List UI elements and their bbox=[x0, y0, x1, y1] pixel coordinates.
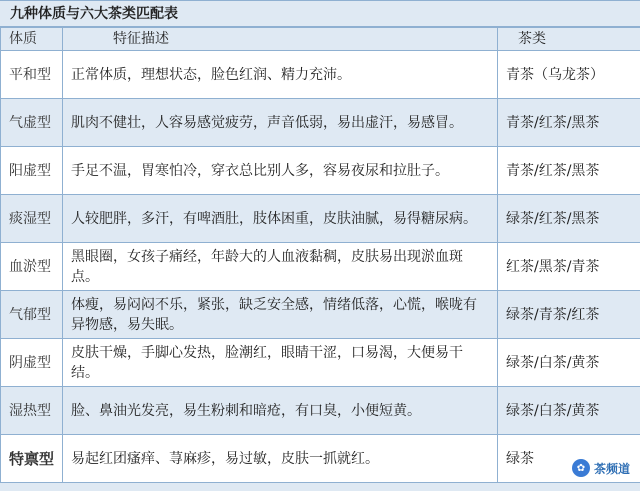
table-title: 九种体质与六大茶类匹配表 bbox=[0, 0, 640, 27]
row-tea: 绿茶/青茶/红茶 bbox=[498, 291, 640, 339]
table-row bbox=[1, 435, 640, 483]
tea-match-table bbox=[0, 27, 640, 483]
table-row bbox=[1, 51, 640, 99]
table-row bbox=[1, 99, 640, 147]
row-type: 平和型 bbox=[1, 51, 63, 99]
row-type: 特禀型 bbox=[1, 435, 63, 483]
row-type: 湿热型 bbox=[1, 387, 63, 435]
row-tea: 青茶/红茶/黑茶 bbox=[498, 147, 640, 195]
row-tea: 绿茶 bbox=[498, 435, 640, 483]
row-desc: 手足不温，胃寒怕冷，穿衣总比别人多，容易夜尿和拉肚子。 bbox=[63, 147, 498, 195]
table-row bbox=[1, 147, 640, 195]
watermark-text: 茶频道 bbox=[593, 461, 630, 476]
row-tea: 青茶/红茶/黑茶 bbox=[498, 99, 640, 147]
row-tea: 绿茶/白茶/黄茶 bbox=[498, 387, 640, 435]
row-tea: 绿茶/白茶/黄茶 bbox=[498, 339, 640, 387]
row-desc: 体瘦，易闷闷不乐，紧张，缺乏安全感，情绪低落，心慌，喉咙有异物感，易失眠。 bbox=[63, 291, 498, 339]
row-desc: 易起红团瘙痒、荨麻疹，易过敏，皮肤一抓就红。 bbox=[63, 435, 498, 483]
wechat-icon: ✿ bbox=[572, 459, 590, 477]
row-type: 阴虚型 bbox=[1, 339, 63, 387]
row-type: 阳虚型 bbox=[1, 147, 63, 195]
header-desc: 特征描述 bbox=[63, 28, 498, 51]
table-row bbox=[1, 243, 640, 291]
row-desc: 人较肥胖，多汗，有啤酒肚，肢体困重，皮肤油腻，易得糖尿病。 bbox=[63, 195, 498, 243]
row-type: 血淤型 bbox=[1, 243, 63, 291]
watermark bbox=[572, 459, 630, 477]
row-desc: 黑眼圈，女孩子痛经，年龄大的人血液黏稠，皮肤易出现淤血斑点。 bbox=[63, 243, 498, 291]
header-row bbox=[1, 28, 640, 51]
table-row bbox=[1, 339, 640, 387]
table-row bbox=[1, 195, 640, 243]
row-desc: 脸、鼻油光发亮，易生粉刺和暗疮，有口臭，小便短黄。 bbox=[63, 387, 498, 435]
table-row bbox=[1, 387, 640, 435]
row-desc: 正常体质，理想状态，脸色红润、精力充沛。 bbox=[63, 51, 498, 99]
row-tea: 红茶/黑茶/青茶 bbox=[498, 243, 640, 291]
header-tea: 茶类 bbox=[498, 28, 640, 51]
row-type: 痰湿型 bbox=[1, 195, 63, 243]
row-tea: 绿茶/红茶/黑茶 bbox=[498, 195, 640, 243]
table-row bbox=[1, 291, 640, 339]
row-type: 气郁型 bbox=[1, 291, 63, 339]
row-desc: 皮肤干燥，手脚心发热，脸潮红，眼睛干涩，口易渴，大便易干结。 bbox=[63, 339, 498, 387]
row-desc: 肌肉不健壮，人容易感觉疲劳，声音低弱，易出虚汗，易感冒。 bbox=[63, 99, 498, 147]
row-tea: 青茶（乌龙茶） bbox=[498, 51, 640, 99]
header-type: 体质 bbox=[1, 28, 63, 51]
row-type: 气虚型 bbox=[1, 99, 63, 147]
